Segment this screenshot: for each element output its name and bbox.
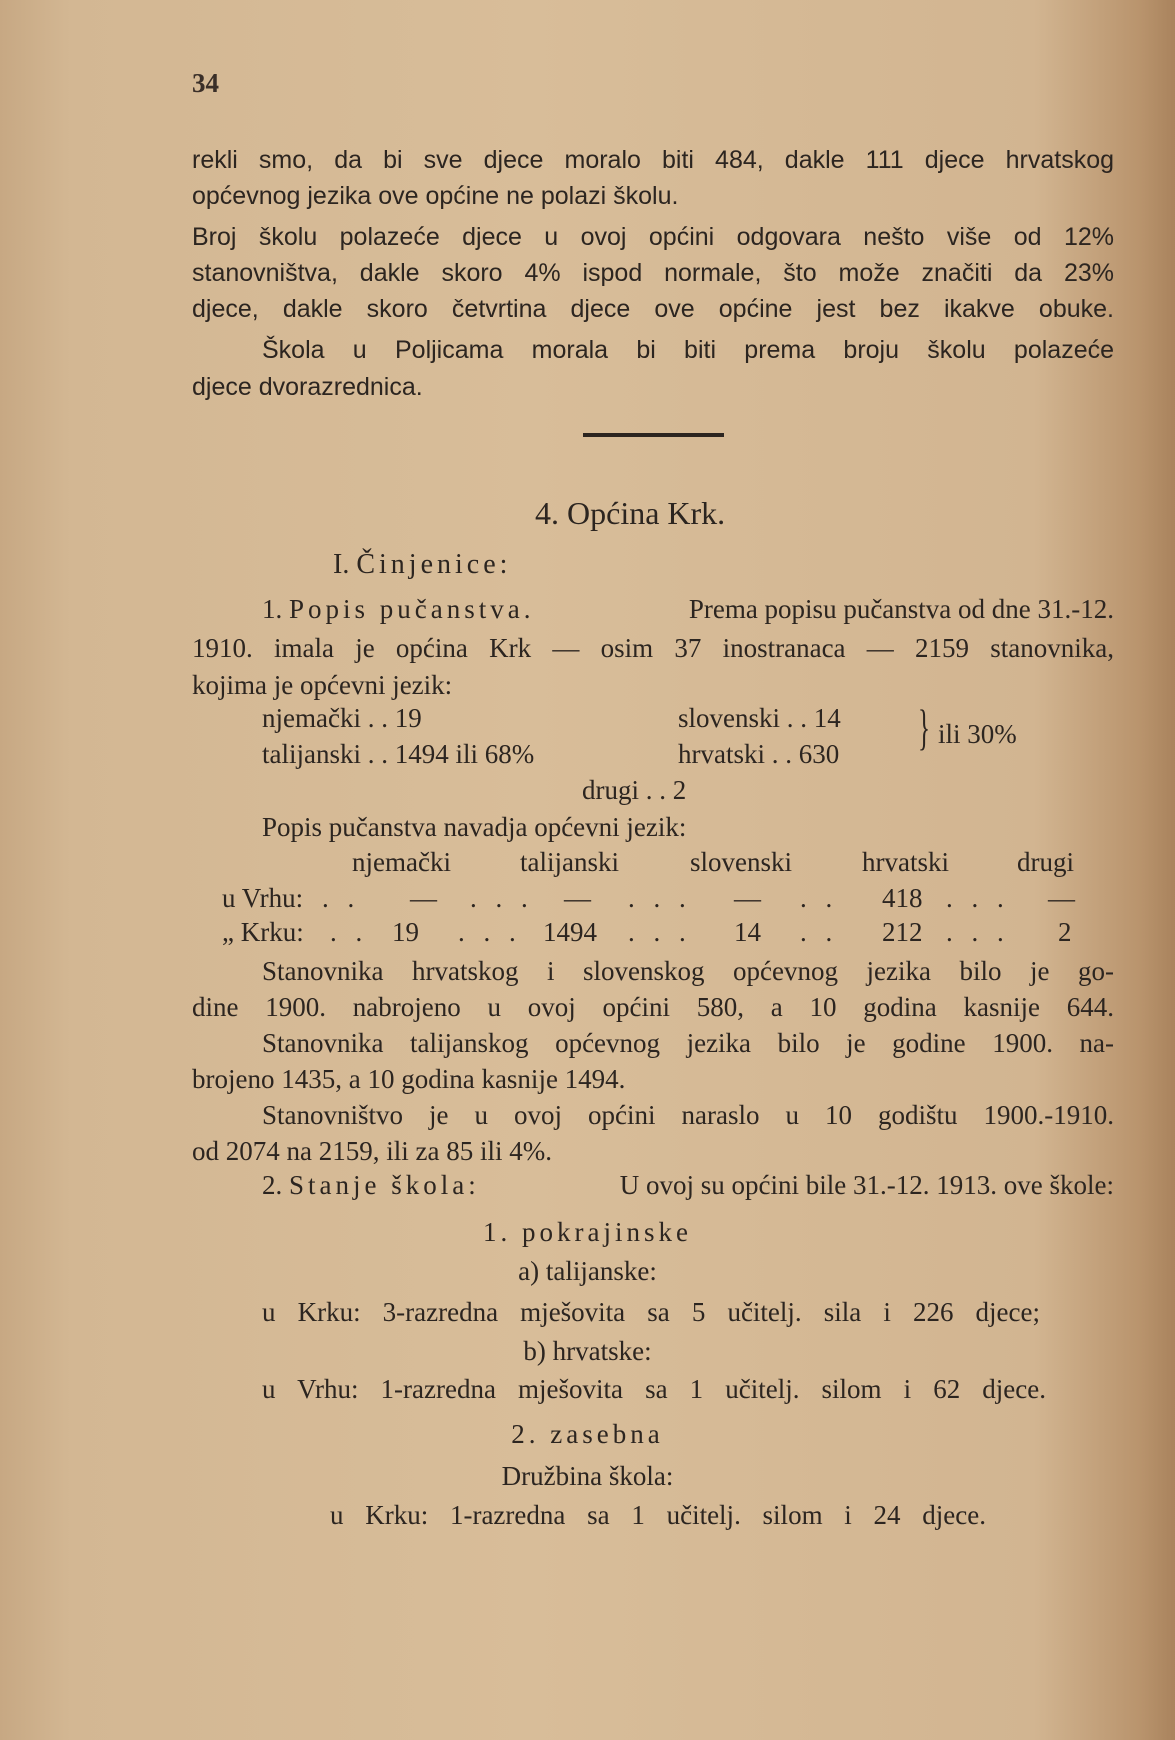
dot-leader: . . . xyxy=(628,883,692,913)
intro-line-7: djece dvorazrednica. xyxy=(192,373,423,401)
table-header-italian: talijanski xyxy=(520,847,619,877)
intro-line-1: rekli smo, da bi sve djece moralo biti 484, dakle 111 djece hrvatskog xyxy=(192,146,1114,174)
table-intro: Popis pučanstva navadja općevni jezik: xyxy=(262,812,687,842)
italian-schools-label: a) talijanske: xyxy=(518,1256,657,1286)
table-cell: 19 xyxy=(392,917,419,947)
table-cell: 1494 xyxy=(543,917,597,947)
census-lead-line xyxy=(262,594,1114,625)
table-cell: — xyxy=(564,883,591,913)
census-lead-rest: Prema popisu pučanstva od dne 31.-12. xyxy=(688,594,1114,624)
schools-lead-number: 2. xyxy=(262,1170,283,1200)
table-row-label: „ Krku: xyxy=(222,917,304,947)
census-row1-slovenian: slovenski . . 14 xyxy=(678,703,841,733)
dot-leader: . . . xyxy=(946,883,1010,913)
growth-line-4: brojeno 1435, a 10 godina kasnije 1494. xyxy=(192,1064,626,1094)
table-cell: 2 xyxy=(1058,917,1072,947)
society-school-label: Družbina škola: xyxy=(501,1461,674,1491)
brace-mark: } xyxy=(918,699,930,755)
schools-lead-line xyxy=(262,1170,1114,1201)
table-header-croatian: hrvatski xyxy=(862,847,949,877)
page-number: 34 xyxy=(192,68,219,98)
facts-heading-number: I. xyxy=(333,549,350,580)
dot-leader: . . xyxy=(322,883,361,913)
section-divider xyxy=(583,433,724,437)
census-row3-other: drugi . . 2 xyxy=(582,775,687,805)
croatian-school-line: u Vrhu: 1-razredna mješovita sa 1 učitelj. silom i 62 djece. xyxy=(262,1374,1046,1404)
census-row2-croatian: hrvatski . . 630 xyxy=(678,739,840,769)
table-cell: — xyxy=(734,883,761,913)
provincial-heading: 1. pokrajinske xyxy=(483,1217,692,1247)
croatian-schools-label: b) hrvatske: xyxy=(523,1336,652,1366)
growth-line-6: od 2074 na 2159, ili za 85 ili 4%. xyxy=(192,1136,552,1166)
table-cell: — xyxy=(410,883,437,913)
dot-leader: . . xyxy=(800,917,839,947)
intro-line-6: Škola u Poljicama morala bi biti prema broju školu polazeće xyxy=(262,336,1114,364)
dot-leader: . . xyxy=(800,883,839,913)
table-cell: 418 xyxy=(882,883,923,913)
intro-line-4: stanovništva, dakle skoro 4% ispod normale, što može značiti da 23% xyxy=(192,259,1114,287)
growth-line-1: Stanovnika hrvatskog i slovenskog općevnog jezika bilo je go- xyxy=(262,956,1114,986)
table-cell: — xyxy=(1048,883,1075,913)
section-title: 4. Općina Krk. xyxy=(535,495,726,531)
intro-line-2: općevnog jezika ove općine ne polazi školu. xyxy=(192,182,679,210)
brace-note: ili 30% xyxy=(938,719,1017,749)
table-header-german: njemački xyxy=(352,847,451,877)
table-cell: 212 xyxy=(882,917,923,947)
table-header-other: drugi xyxy=(1017,847,1074,877)
census-lead-number: 1. xyxy=(262,594,283,624)
census-row1-german: njemački . . 19 xyxy=(262,703,422,733)
intro-line-5: djece, dakle skoro četvrtina djece ove općine jest bez ikakve obuke. xyxy=(192,295,1114,323)
growth-line-2: dine 1900. nabrojeno u ovoj općini 580, a 10 godina kasnije 644. xyxy=(192,992,1114,1022)
table-header-slovenian: slovenski xyxy=(690,847,793,877)
census-row2-italian: talijanski . . 1494 ili 68% xyxy=(262,739,535,769)
italian-school-line: u Krku: 3-razredna mješovita sa 5 učitelj. sila i 226 djece; xyxy=(262,1297,1040,1327)
society-school-line: u Krku: 1-razredna sa 1 učitelj. silom i 24 djece. xyxy=(330,1500,986,1530)
dot-leader: . . . xyxy=(946,917,1010,947)
dot-leader: . . . xyxy=(458,917,522,947)
dot-leader: . . xyxy=(330,917,369,947)
census-line-3: kojima je općevni jezik: xyxy=(192,670,453,700)
table-cell: 14 xyxy=(734,917,761,947)
dot-leader: . . . xyxy=(628,917,692,947)
table-row-label: u Vrhu: xyxy=(222,883,304,913)
census-lead-label: Popis pučanstva. xyxy=(289,594,535,624)
schools-lead-rest: U ovoj su općini bile 31.-12. 1913. ove škole: xyxy=(619,1170,1114,1200)
growth-line-3: Stanovnika talijanskog općevnog jezika bilo je godine 1900. na- xyxy=(262,1028,1114,1058)
facts-heading xyxy=(333,549,511,581)
intro-line-3: Broj školu polazeće djece u ovoj općini odgovara nešto više od 12% xyxy=(192,223,1114,251)
dot-leader: . . . xyxy=(470,883,534,913)
facts-heading-label: Činjenice: xyxy=(356,549,512,580)
growth-line-5: Stanovništvo je u ovoj općini naraslo u 10 godištu 1900.-1910. xyxy=(262,1100,1114,1130)
schools-lead-label: Stanje škola: xyxy=(289,1170,480,1200)
private-heading: 2. zasebna xyxy=(511,1419,664,1449)
census-line-2: 1910. imala je općina Krk — osim 37 inostranaca — 2159 stanovnika, xyxy=(192,633,1114,663)
